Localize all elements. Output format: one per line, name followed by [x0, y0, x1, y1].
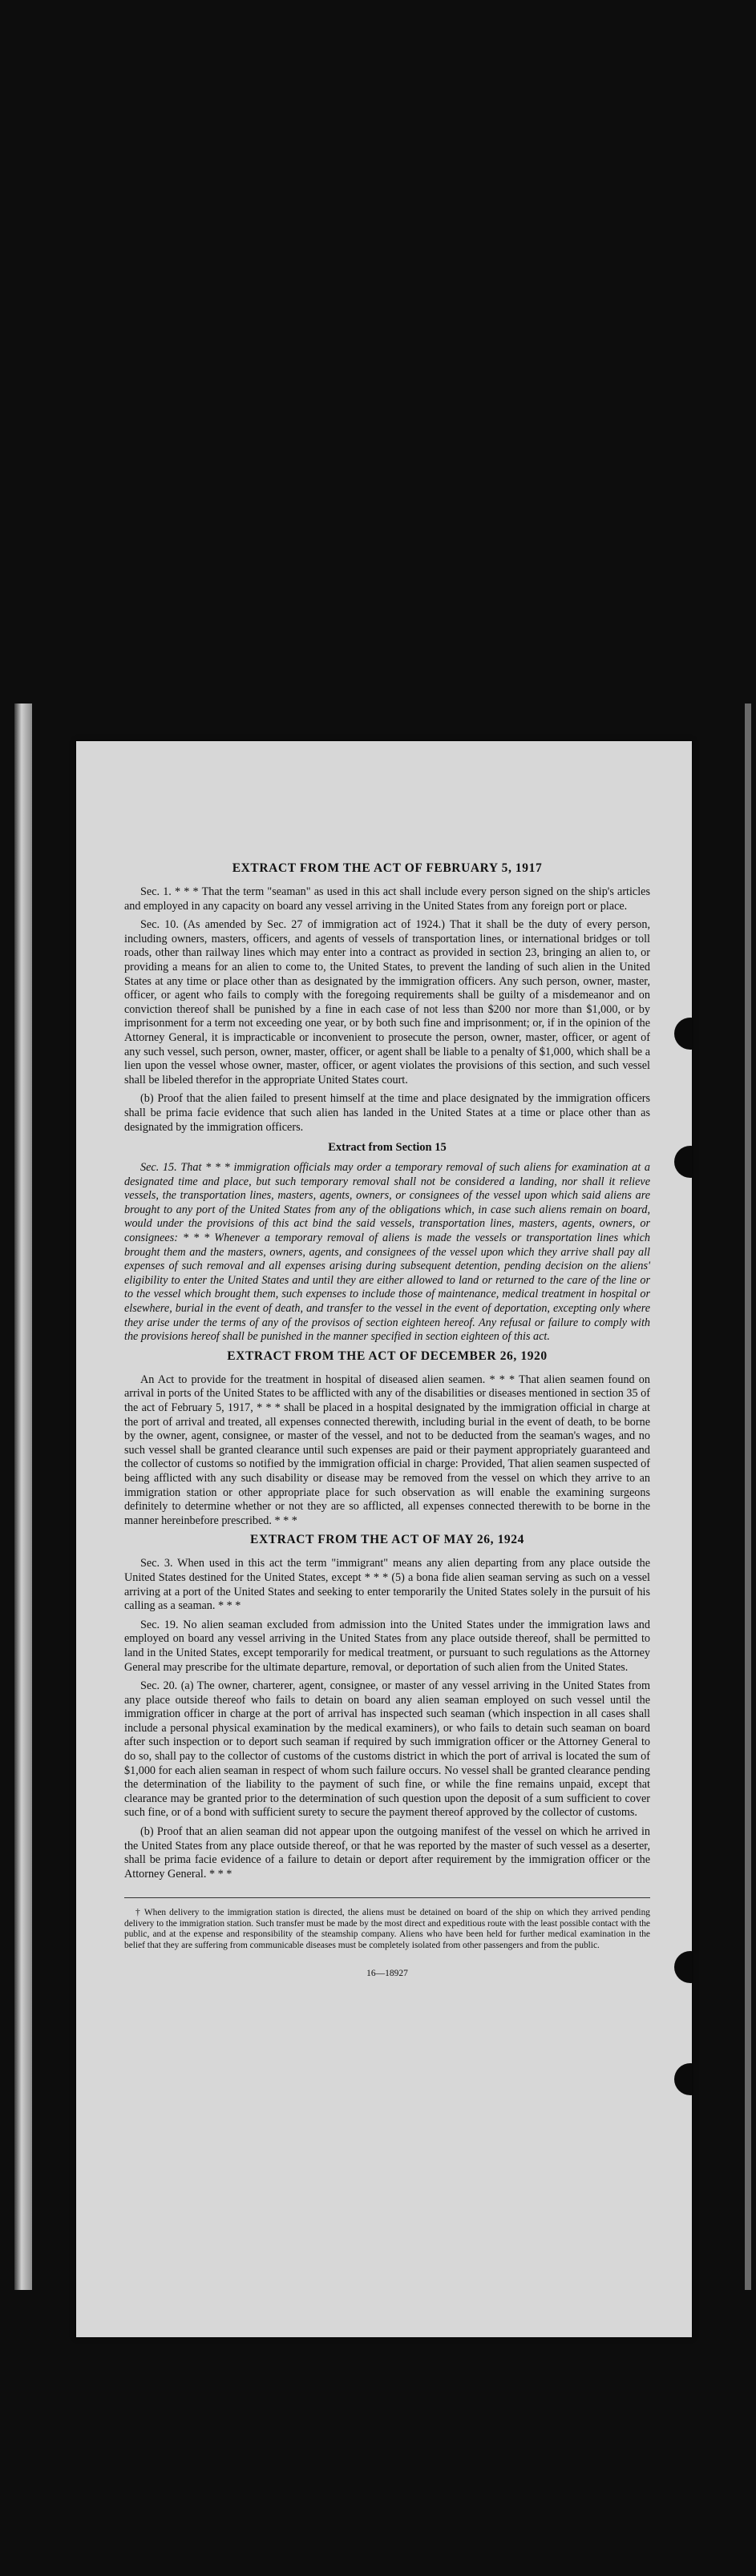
act-1920-text: An Act to provide for the treatment in hospital of diseased alien seamen. * * * That alien seamen found on arrival in ports of the United States to be afflicted with any of the disabilities or diseases mentioned in section 35 of the act of February 5, 1917, * * * shall be placed in a hospital designated by the immigration official in charge at the port of arrival and treated, all expenses connected therewith, including burial in the event of death, to be borne by the owner, agent, consignee, or master of the vessel, and not to be deducted from the seaman's wages, and no such vessel shall be granted clearance until such expenses are paid or their payment appropriately guaranteed and the collector of customs so notified by the immigration official in charge: Provided, That alien seamen suspected of being afflicted with any such disability or disease may be removed from the vessel on which they arrive to an immigration station or other appropriate place for such observation as will enable the examining surgeons definitely to determine whether or not they are so afflicted, all expenses connected therewith to be borne in the manner hereinbefore prescribed. * * *	[124, 1373, 650, 1527]
footnote: † When delivery to the immigration station is directed, the aliens must be detained on board of the ship on which they arrived pending delivery to the immigration station. Such transfer must be made by the most direct and expeditious route with the least possible contact with the public, and at the expense and responsibility of the steamship company. Aliens who have been held for further medical examination in the belief that they are suffering from communicable diseases must be completely isolated from other passengers and from the public.	[124, 1908, 650, 1950]
punch-hole	[674, 1018, 692, 1050]
section-10-text: Sec. 10. (As amended by Sec. 27 of immigration act of 1924.) That it shall be the duty of every person, including owners, masters, officers, and agents of vessels of transportation lines, or international bridges or toll roads, other than railway lines which may enter into a contract as provided in section 23, bringing an alien to, or providing a means for an alien to come to, the United States, to prevent the landing of such alien in the United States at any time or place other than as designated by the immigration officers. Any such person, owner, master, officer, or agent who fails to comply with the foregoing requirements shall be guilty of a misdemeanor and on conviction thereof shall be punished by a fine in each case of not less than $200 nor more than $1,000, or by imprisonment for a term not exceeding one year, or by both such fine and imprisonment; or, if in the opinion of the Attorney General, it is impracticable or inconvenient to prosecute the person, owner, master, officer, or agent of any such vessel, such person, owner, master, officer, or agent shall be liable to a penalty of $1,000, which shall be a lien upon the vessel whose owner, master, officer, or agent violates the provisions of this section, and such vessel shall be libeled therefor in the appropriate United States court.	[124, 918, 650, 1086]
section-19-text: Sec. 19. No alien seaman excluded from admission into the United States under the immigration laws and employed on board any vessel arriving in the United States from any place outside thereof, shall be permitted to land in the United States, except temporarily for medical treatment, or pursuant to such regulations as the Attorney General may prescribe for the ultimate departure, removal, or deportation of such alien from the United States.	[124, 1618, 650, 1674]
section-20a-text: Sec. 20. (a) The owner, charterer, agent, consignee, or master of any vessel arriving in the United States from any place outside thereof who fails to detain on board any alien seaman employed on such vessel until the immigration officer in charge at the port of arrival has inspected such seaman (which inspection in all cases shall include a personal physical examination by the medical examiners), or who fails to detain such seaman on board after such inspection or to deport such seaman if required by such immigration officer or the Attorney General to do so, shall pay to the collector of customs of the customs district in which the port of arrival is located the sum of $1,000 for each alien seaman in respect of whom such failure occurs. No vessel shall be granted clearance pending the determination of the liability to the payment of such fine, or while the fine remains unpaid, except that clearance may be granted prior to the determination of such question upon the deposit of a sum sufficient to cover such fine, or of a bond with sufficient surety to secure the payment thereof approved by the collector of customs.	[124, 1679, 650, 1820]
heading-act-1917: EXTRACT FROM THE ACT OF FEBRUARY 5, 1917	[232, 861, 543, 875]
film-strip-right-edge	[745, 703, 751, 2290]
film-strip-left-edge	[14, 703, 32, 2290]
section-10b-text: (b) Proof that the alien failed to present himself at the time and place designated by the immigration officers shall be prima facie evidence that such alien has landed in the United States at a time or place other than as designated by the immigration officers.	[124, 1092, 650, 1134]
punch-hole	[674, 2063, 692, 2095]
section-20b-text: (b) Proof that an alien seaman did not appear upon the outgoing manifest of the vessel on which he arrived in the United States from any place outside thereof, or that he was reported by the master of such vessel as a deserter, shall be prima facie evidence of a failure to detain or deport after requirement by the immigration officer or the Attorney General. * * *	[124, 1825, 650, 1881]
section-1-text: Sec. 1. * * * That the term "seaman" as used in this act shall include every person signed on the ship's articles and employed in any capacity on board any vessel arriving in the United States from any foreign port or place.	[124, 885, 650, 913]
heading-section-15: Extract from Section 15	[328, 1141, 447, 1155]
section-3-text: Sec. 3. When used in this act the term "immigrant" means any alien departing from any place outside the United States destined for the United States, except * * * (5) a bona fide alien seaman serving as such on a vessel arriving at a port of the United States and seeking to enter temporarily the United States solely in the pursuit of his calling as a seaman. * * *	[124, 1557, 650, 1613]
heading-act-1920: EXTRACT FROM THE ACT OF DECEMBER 26, 1920	[227, 1348, 548, 1363]
section-15-text: Sec. 15. That * * * immigration officials may order a temporary removal of such aliens for examination at a designated time and place, but such temporary removal shall not be considered a landing, nor shall it relieve vessels, the transportation lines, masters, agents, owners, or consignees of the vessel upon which said aliens are brought to any port of the United States from any of the obligations which, in case such aliens remain on board, would under the provisions of this act bind the said vessels, transportation lines, masters, agents, owners, or consignees: * * * Whenever a temporary removal of aliens is made the vessels or transportation lines which brought them and the masters, owners, agents, and consignees of the vessel upon which they arrive shall pay all expenses of such removal and all expenses arising during subsequent detention, pending decision on the aliens' eligibility to enter the United States and until they are either allowed to land or returned to the care of the line or to the vessel which brought them, such expenses to include those of maintenance, medical treatment in hospital or elsewhere, burial in the event of death, and transfer to the vessel in the event of deportation, excepting only where they arise under the terms of any of the provisos of section eighteen hereof. Any refusal or failure to comply with the provisions hereof shall be punished in the manner specified in section eighteen of this act.	[124, 1161, 650, 1344]
form-code: 16—18927	[366, 1969, 408, 1979]
document-page	[76, 741, 692, 2337]
footnote-divider	[124, 1897, 650, 1898]
heading-act-1924: EXTRACT FROM THE ACT OF MAY 26, 1924	[250, 1533, 524, 1547]
punch-hole	[674, 1146, 692, 1178]
punch-hole	[674, 1951, 692, 1983]
